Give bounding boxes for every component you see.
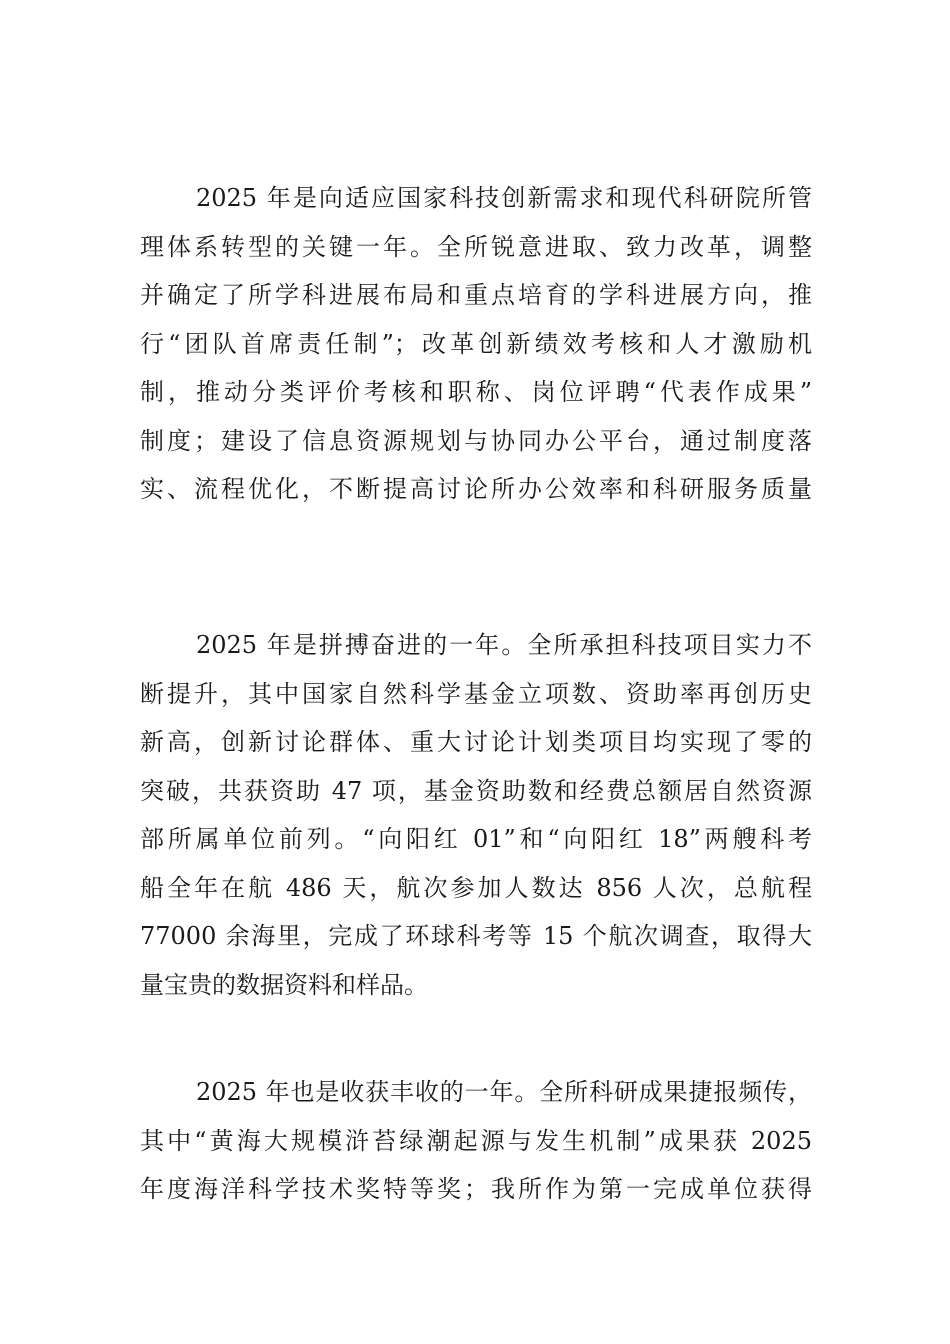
paragraph-line: 2025 年是拼搏奋进的一年。全所承担科技项目实力不 — [196, 631, 812, 659]
paragraph-line: 77000 余海里，完成了环球科考等 15 个航次调查，取得大 — [140, 922, 812, 950]
paragraph-line: 并确定了所学科进展布局和重点培育的学科进展方向，推 — [140, 281, 812, 309]
paragraph-line: 船全年在航 486 天，航次参加人数达 856 人次，总航程 — [140, 873, 812, 902]
paragraph-line: 断提升，其中国家自然科学基金立项数、资助率再创历史 — [140, 679, 812, 708]
paragraph-projects — [140, 621, 812, 1009]
paragraph-line: 2025 年也是收获丰收的一年。全所科研成果捷报频传， — [196, 1078, 812, 1106]
paragraph-line: 2025 年是向适应国家科技创新需求和现代科研院所管 — [196, 184, 812, 212]
paragraph-line: 理体系转型的关键一年。全所锐意进取、致力改革，调整 — [140, 232, 812, 261]
paragraph-line: 年度海洋科学技术奖特等奖；我所作为第一完成单位获得 — [140, 1175, 812, 1203]
paragraph-line: 制，推动分类评价考核和职称、岗位评聘“代表作成果” — [140, 378, 812, 406]
paragraph-line: 实、流程优化，不断提高讨论所办公效率和科研服务质量 — [140, 475, 812, 503]
paragraph-reform — [140, 174, 812, 514]
paragraph-line: 行“团队首席责任制”；改革创新绩效考核和人才激励机 — [140, 329, 812, 358]
paragraph-line: 其中“黄海大规模浒苔绿潮起源与发生机制”成果获 2025 — [140, 1126, 812, 1155]
paragraph-harvest — [140, 1068, 812, 1214]
paragraph-line: 量宝贵的数据资料和样品。 — [140, 970, 428, 999]
paragraph-line: 部所属单位前列。“向阳红 01”和“向阳红 18”两艘科考 — [140, 825, 812, 853]
paragraph-line: 制度；建设了信息资源规划与协同办公平台，通过制度落 — [140, 426, 812, 455]
paragraph-line: 突破，共获资助 47 项，基金资助数和经费总额居自然资源 — [140, 776, 812, 805]
paragraph-line: 新高，创新讨论群体、重大讨论计划类项目均实现了零的 — [140, 728, 812, 756]
